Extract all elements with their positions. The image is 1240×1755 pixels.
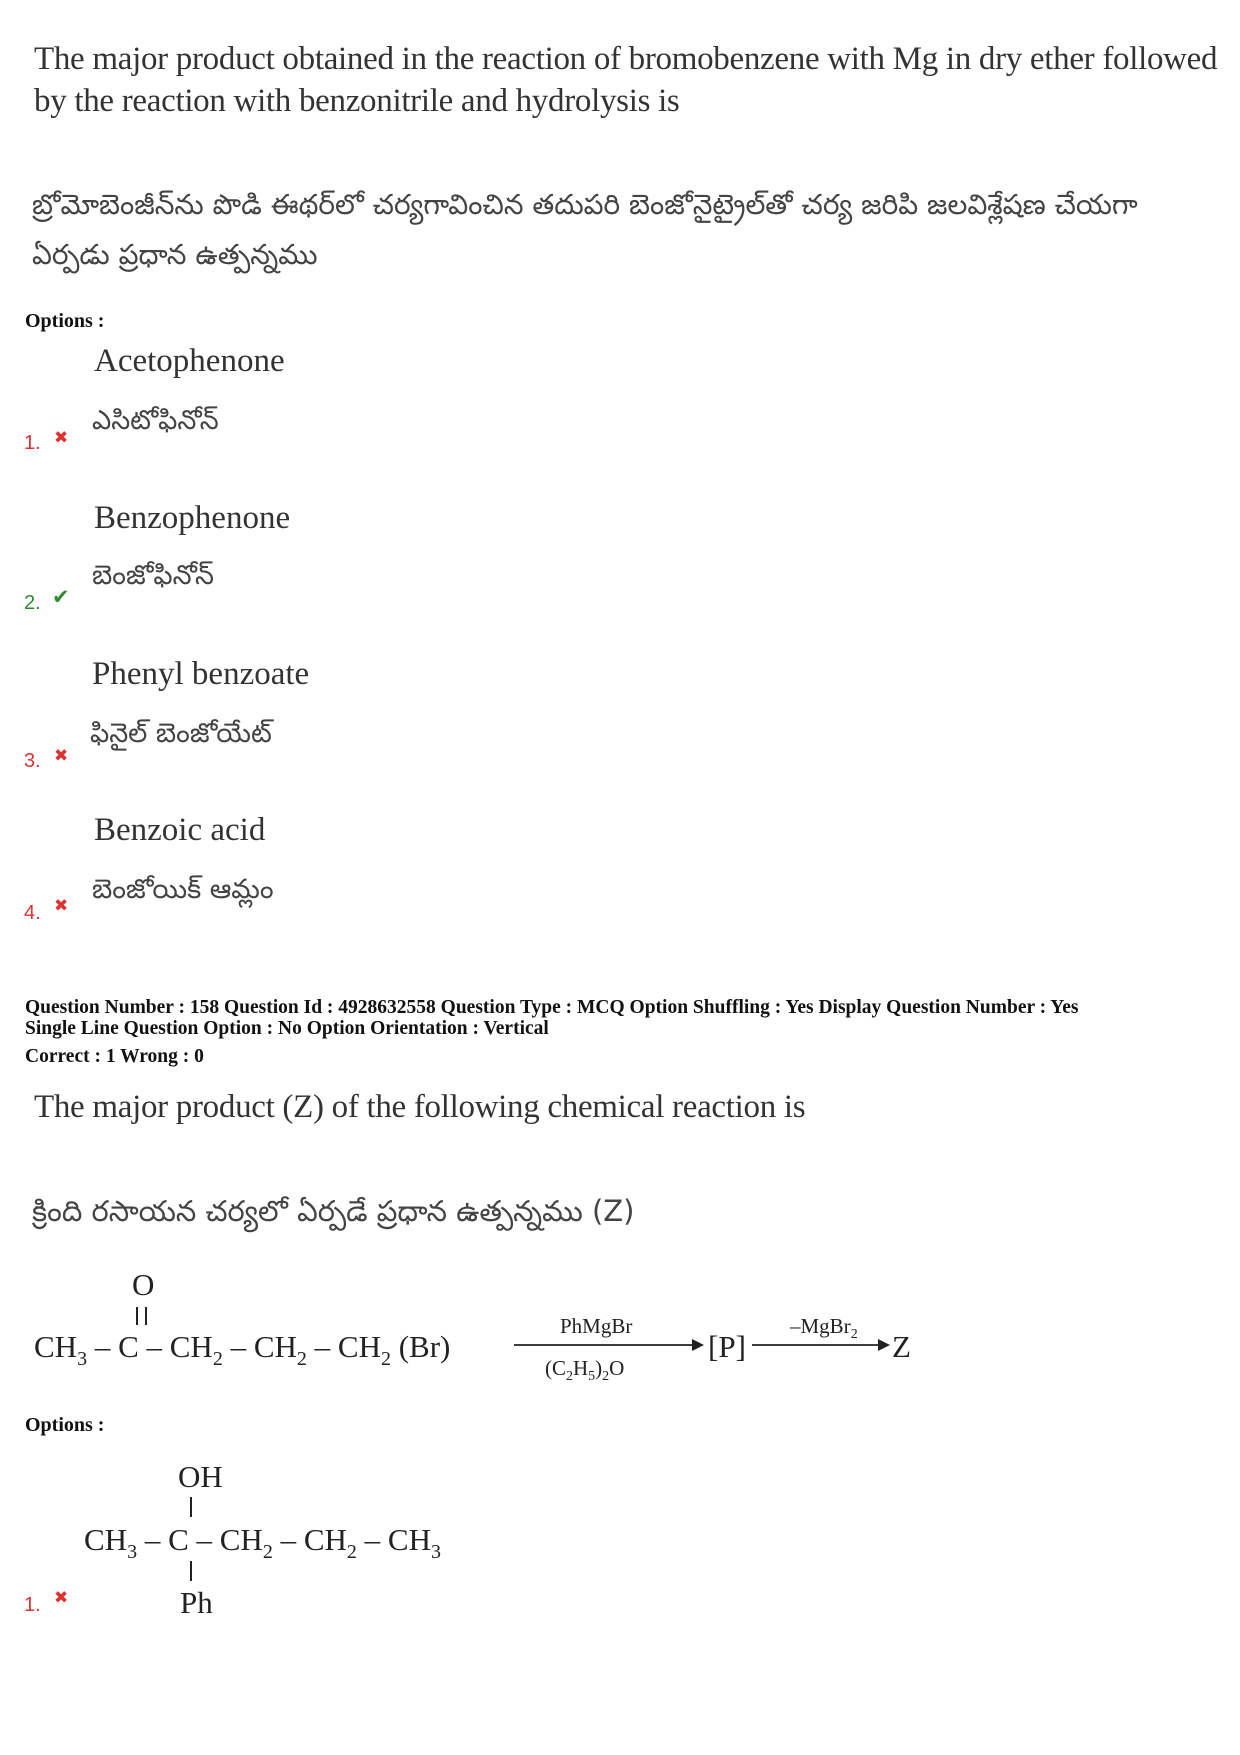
- wrong-mark-icon: ✖: [54, 746, 69, 766]
- option-4-telugu: బెంజోయిక్ ఆమ్లం: [92, 874, 274, 905]
- meta-line-3: Correct : 1 Wrong : 0: [25, 1046, 204, 1067]
- question-telugu-text: [32, 180, 1222, 280]
- options-label: Options :: [25, 310, 105, 332]
- q2-option-1-number: 1.: [24, 1594, 41, 1616]
- option-2-number: 2.: [24, 592, 41, 614]
- option-3-telugu: ఫినైల్ బెంజోయేట్: [90, 718, 272, 749]
- option-4-english: Benzoic acid: [94, 812, 266, 848]
- options-label-2: Options :: [25, 1414, 105, 1436]
- wrong-mark-icon: ✖: [54, 896, 69, 916]
- wrong-mark-icon: ✖: [54, 1588, 69, 1608]
- carbonyl-oxygen: O: [132, 1267, 155, 1302]
- meta-line-1: Question Number : 158 Question Id : 4928632558 Question Type : MCQ Option Shuffling : Yes Display Question Number : Yes: [25, 997, 1079, 1018]
- telugu-line-1: బ్రోమోబెంజీన్‌ను పొడి ఈథర్‌లో చర్యగావించిన తదుపరి బెంజోనైట్రైల్‌తో చర్య జరిపి జలవిశ్లేషణ చేయగా: [32, 188, 1138, 221]
- intermediate-p: [P]: [708, 1329, 746, 1364]
- question-text: [34, 38, 1224, 122]
- solvent-1: $(C_2H_5)_2O$: [545, 1356, 625, 1384]
- svg-text:Ph: Ph: [180, 1585, 213, 1620]
- option-2-english: Benzophenone: [94, 500, 291, 536]
- option-2-telugu: బెంజోఫినోన్: [92, 560, 214, 591]
- question-2-text: The major product (Z) of the following chemical reaction is: [34, 1089, 806, 1125]
- question-line-2: by the reaction with benzonitrile and hydrolysis is: [34, 83, 680, 119]
- option-3-number: 3.: [24, 750, 41, 772]
- meta-line-2: Single Line Question Option : No Option Orientation : Vertical: [25, 1018, 549, 1039]
- reaction-scheme: [30, 1255, 930, 1405]
- svg-text:CH3 – C – CH2 – CH2 – CH3: $CH_3$ – C – $CH_2 - CH_2 - CH_3$: [84, 1522, 441, 1563]
- reagent-1: PhMgBr: [560, 1314, 633, 1338]
- question-meta: [25, 997, 1225, 1067]
- question-2-telugu-text: క్రింది రసాయన చర్యలో ఏర్పడే ప్రధాన ఉత్పన్నము (Z): [32, 1194, 635, 1228]
- option-1-telugu: ఎసిటోఫినోన్: [92, 405, 219, 436]
- option-4-number: 4.: [24, 902, 41, 924]
- reagent-2: –MgBr$_2$: [790, 1314, 858, 1342]
- question-line-1: The major product obtained in the reaction of bromobenzene with Mg in dry ether followed: [34, 41, 1218, 77]
- svg-text:OH: OH: [178, 1459, 223, 1494]
- wrong-mark-icon: ✖: [54, 428, 69, 448]
- option-1-number: 1.: [24, 432, 41, 454]
- option-3-english: Phenyl benzoate: [92, 656, 310, 692]
- correct-mark-icon: ✔: [52, 585, 70, 609]
- product-z: Z: [892, 1329, 911, 1364]
- option-1-structure: [80, 1455, 520, 1625]
- telugu-line-2: ఏర్పడు ప్రధాన ఉత్పన్నము: [32, 238, 318, 271]
- substrate-formula: $CH_3$ – C – $CH_2 - CH_2 - CH_2$ (Br): [34, 1329, 451, 1370]
- option-1-english: Acetophenone: [94, 343, 285, 379]
